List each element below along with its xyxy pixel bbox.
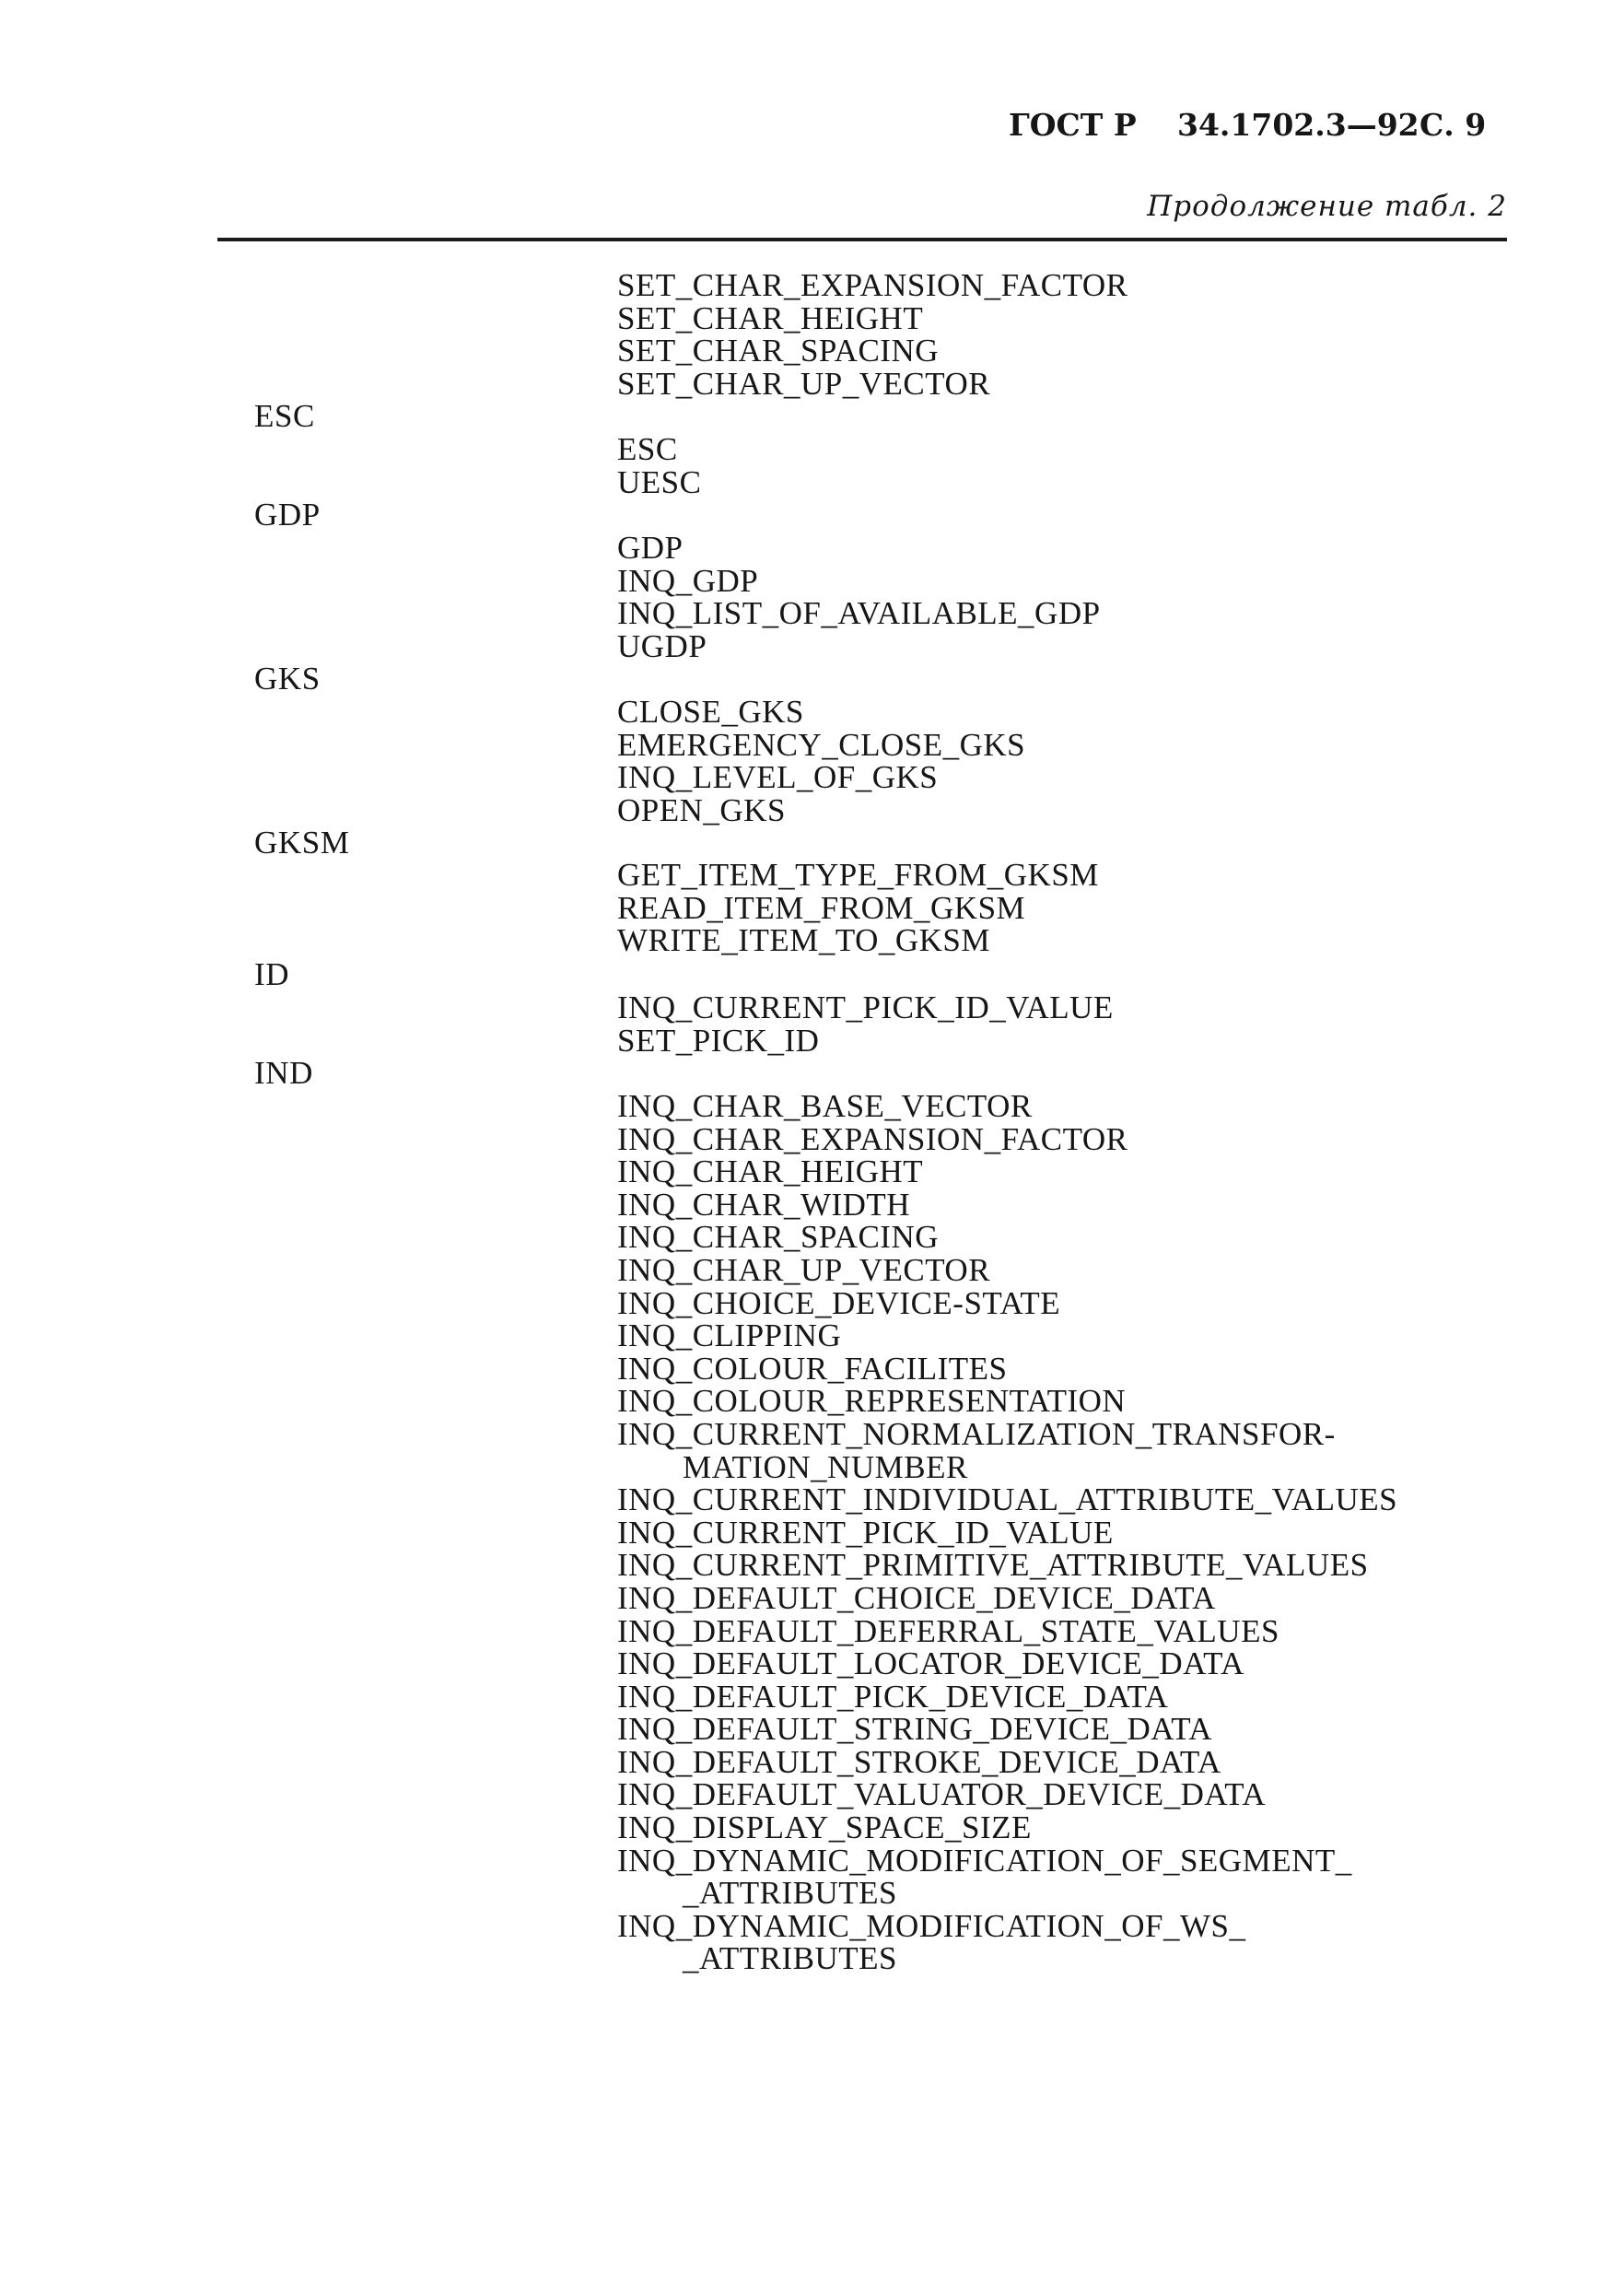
function-name: INQ_COLOUR_FACILITES [617,1350,1008,1387]
group-name: ID [254,956,290,992]
function-name: INQ_DEFAULT_STROKE_DEVICE_DATA [617,1743,1221,1780]
function-name: INQ_COLOUR_REPRESENTATION [617,1383,1127,1420]
function-name: INQ_CURRENT_PICK_ID_VALUE [617,989,1114,1025]
table-top-rule [217,238,1507,241]
function-list [617,1090,1397,1975]
function-name: SET_CHAR_SPACING [617,333,940,369]
function-name: SET_CHAR_EXPANSION_FACTOR [617,267,1128,303]
function-name: INQ_LIST_OF_AVAILABLE_GDP [617,595,1101,632]
function-name: ESC [617,431,678,467]
group-name: GDP [254,497,321,533]
function-name: INQ_CLIPPING [617,1317,842,1354]
group-column [254,662,321,696]
function-name: SET_CHAR_HEIGHT [617,299,924,336]
group-name: GKSM [254,825,350,861]
group-column [254,958,289,991]
function-name: INQ_DEFAULT_DEFERRAL_STATE_VALUES [617,1612,1279,1649]
function-name: WRITE_ITEM_TO_GKSM [617,922,990,959]
function-list [617,269,1127,400]
function-list [617,991,1114,1057]
function-list [617,433,701,498]
group-name: IND [254,1055,314,1091]
function-name: INQ_CHAR_SPACING [617,1219,939,1256]
function-name: UGDP [617,627,707,664]
function-name: SET_PICK_ID [617,1022,820,1059]
function-name-continuation: MATION_NUMBER [683,1448,968,1485]
function-list [617,532,1101,662]
function-name: READ_ITEM_FROM_GKSM [617,889,1026,926]
function-name: INQ_CURRENT_NORMALIZATION_TRANSFOR- [617,1415,1336,1452]
function-list [617,859,1099,957]
function-name: UESC [617,463,702,500]
standard-label: ГОСТ Р [1009,107,1137,143]
function-name: INQ_DYNAMIC_MODIFICATION_OF_WS_ [617,1907,1246,1944]
function-name: OPEN_GKS [617,791,786,828]
function-name: INQ_CHOICE_DEVICE-STATE [617,1284,1061,1321]
group-name: ESC [254,398,315,434]
function-name: INQ_DYNAMIC_MODIFICATION_OF_SEGMENT_ [617,1842,1352,1879]
function-name: INQ_CHAR_HEIGHT [617,1153,924,1190]
function-name: INQ_CHAR_WIDTH [617,1186,911,1223]
function-name: INQ_LEVEL_OF_GKS [617,759,939,796]
group-column [254,400,315,433]
function-name: INQ_DEFAULT_VALUATOR_DEVICE_DATA [617,1776,1267,1813]
page-number: С. 9 [1420,107,1487,143]
table-continuation-caption: Продолжение табл. 2 [1147,190,1507,223]
function-name-continuation: _ATTRIBUTES [683,1875,897,1912]
function-name: INQ_CURRENT_INDIVIDUAL_ATTRIBUTE_VALUES [617,1481,1398,1518]
function-name: INQ_GDP [617,562,759,599]
function-name: CLOSE_GKS [617,694,804,730]
function-name: INQ_DEFAULT_LOCATOR_DEVICE_DATA [617,1645,1244,1682]
function-name: EMERGENCY_CLOSE_GKS [617,726,1026,763]
function-list [617,696,1025,826]
function-name: INQ_CURRENT_PICK_ID_VALUE [617,1514,1114,1551]
function-name: INQ_DISPLAY_SPACE_SIZE [617,1809,1032,1846]
function-name: INQ_CHAR_UP_VECTOR [617,1251,991,1288]
group-column [254,826,350,860]
function-name-continuation: _ATTRIBUTES [683,1940,897,1977]
function-name: INQ_CHAR_BASE_VECTOR [617,1088,1033,1124]
function-name: GET_ITEM_TYPE_FROM_GKSM [617,857,1099,893]
group-column [254,1057,313,1090]
standard-number: 34.1702.3—92 [1177,107,1420,143]
function-name: INQ_CURRENT_PRIMITIVE_ATTRIBUTE_VALUES [617,1547,1369,1584]
page-header [1009,107,1515,153]
function-name: GDP [617,530,683,566]
function-name: INQ_DEFAULT_PICK_DEVICE_DATA [617,1678,1169,1715]
function-name: SET_CHAR_UP_VECTOR [617,365,991,402]
group-name: GKS [254,661,321,697]
function-name: INQ_CHAR_EXPANSION_FACTOR [617,1120,1128,1157]
function-name: INQ_DEFAULT_CHOICE_DEVICE_DATA [617,1579,1216,1616]
group-column [254,498,321,532]
function-name: INQ_DEFAULT_STRING_DEVICE_DATA [617,1711,1213,1748]
